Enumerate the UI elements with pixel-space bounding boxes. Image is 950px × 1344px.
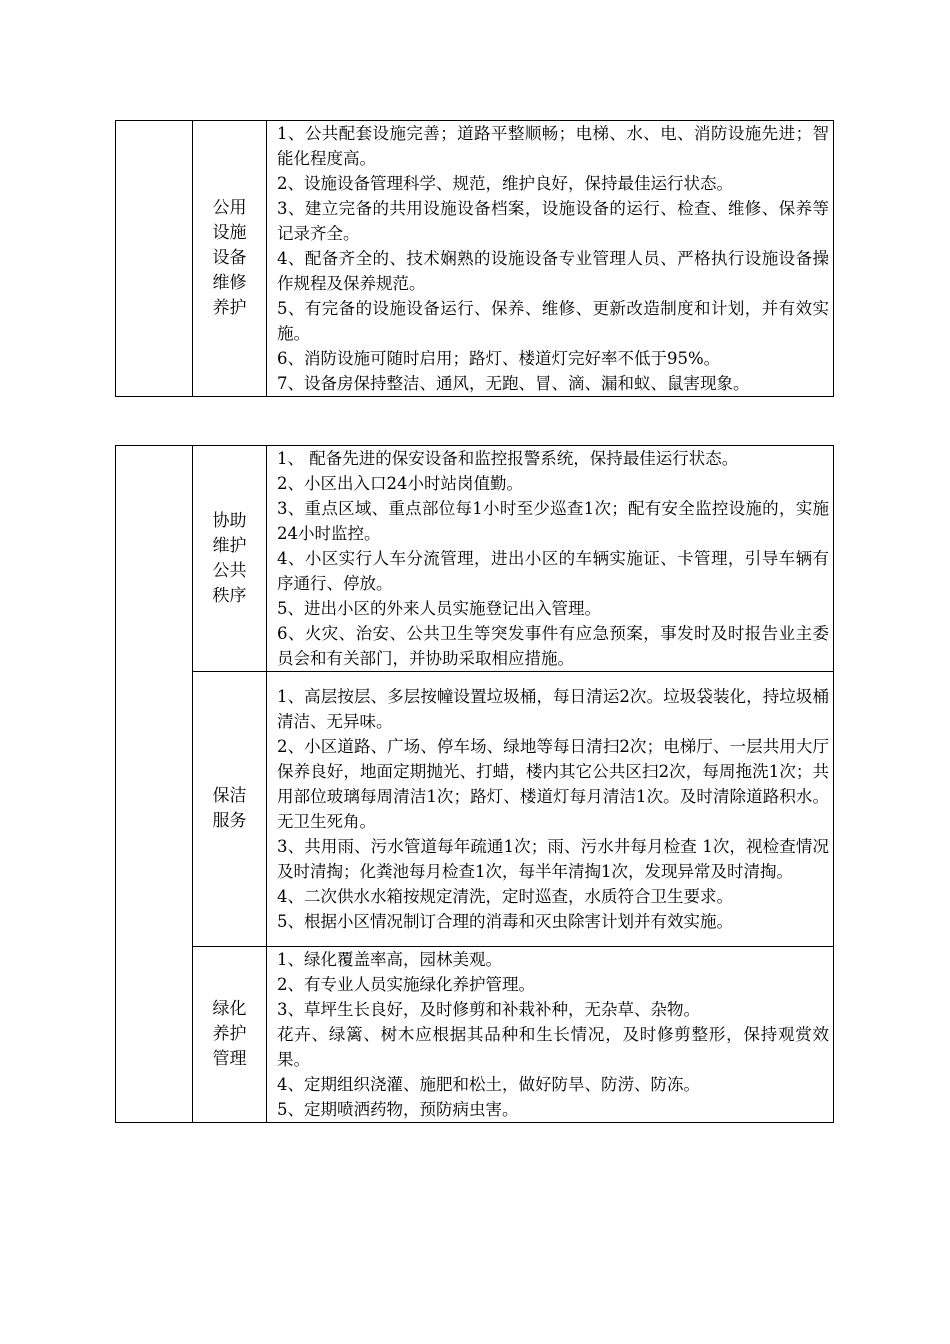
requirements-cell [267,121,834,397]
requirement-item: 花卉、绿篱、树木应根据其品种和生长情况，及时修剪整形，保持观赏效果。 [277,1025,829,1069]
requirement-item: 4、二次供水水箱按规定清洗，定时巡查，水质符合卫生要求。 [277,887,733,906]
category-label: 绿化 [212,999,247,1019]
category-label: 秩序 [212,585,247,606]
category-label: 维护 [212,535,247,556]
requirement-item: 2、有专业人员实施绿化养护管理。 [277,975,535,994]
requirement-item: 3、重点区域、重点部位每1小时至少巡查1次；配有安全监控设施的，实施24小时监控。 [277,499,829,543]
table-row [116,446,834,672]
requirement-item: 5、根据小区情况制订合理的消毒和灭虫除害计划并有效实施。 [277,912,733,931]
category-label: 公共 [212,560,247,581]
requirement-item: 6、消防设施可随时启用；路灯、楼道灯完好率不低于95%。 [277,349,721,368]
category-label: 服务 [212,811,247,831]
requirement-item: 1、绿化覆盖率高，园林美观。 [277,950,502,969]
table-row [116,121,834,397]
requirement-item: 3、共用雨、污水管道每年疏通1次；雨、污水井每月检查 1次，视检查情况及时清掏；化粪池每月检查1次，每半年清掏1次，发现异常及时清掏。 [277,837,829,881]
category-label: 协助 [212,510,247,531]
requirement-item: 1、公共配套设施完善；道路平整顺畅；电梯、水、电、消防设施先进；智能化程度高。 [277,124,829,168]
category-label: 设备 [212,248,247,268]
requirements-cell [267,446,834,672]
requirement-item: 4、小区实行人车分流管理，进出小区的车辆实施证、卡管理，引导车辆有序通行、停放。 [277,549,829,593]
table-row [116,947,834,1123]
empty-cell [116,446,193,1123]
requirement-item: 1、高层按层、多层按幢设置垃圾桶，每日清运2次。垃圾袋装化，持垃圾桶清洁、无异味。 [277,687,829,731]
category-cell [193,121,267,397]
requirement-item: 4、定期组织浇灌、施肥和松土，做好防旱、防涝、防冻。 [277,1075,700,1094]
category-cell [193,947,267,1123]
requirement-item: 3、建立完备的共用设施设备档案，设施设备的运行、检查、维修、保养等记录齐全。 [277,199,829,243]
requirement-item: 2、小区道路、广场、停车场、绿地等每日清扫2次；电梯厅、一层共用大厅保养良好，地面定期抛光、打蜡，楼内其它公共区扫2次，每周拖洗1次；共用部位玻璃每周清洁1次；路灯、楼道灯每月清洁1次。及时清除道路积水。无卫生死角。 [277,737,829,831]
category-label: 设施 [212,223,247,243]
category-cell [193,446,267,672]
services-table [115,445,834,1123]
facility-maintenance-table [115,120,834,397]
requirement-item: 5、进出小区的外来人员实施登记出入管理。 [277,599,601,618]
category-label: 维修 [212,273,247,293]
requirement-item: 4、配备齐全的、技术娴熟的设施设备专业管理人员、严格执行设施设备操作规程及保养规范。 [277,249,829,293]
requirement-item: 1、 配备先进的保安设备和监控报警系统，保持最佳运行状态。 [277,449,739,468]
requirement-item: 2、设施设备管理科学、规范，维护良好，保持最佳运行状态。 [277,174,733,193]
requirement-item: 2、小区出入口24小时站岗值勤。 [277,474,523,493]
category-label: 管理 [212,1049,247,1069]
requirement-item: 5、定期喷洒药物，预防病虫害。 [277,1100,519,1119]
category-label: 养护 [212,298,247,318]
category-label: 养护 [212,1024,247,1044]
requirement-item: 3、草坪生长良好，及时修剪和补栽补种，无杂草、杂物。 [277,1000,700,1019]
requirements-cell [267,947,834,1123]
requirement-item: 5、有完备的设施设备运行、保养、维修、更新改造制度和计划，并有效实施。 [277,299,829,343]
category-label: 公用 [212,198,247,218]
requirement-item: 7、设备房保持整洁、通风，无跑、冒、滴、漏和蚁、鼠害现象。 [277,374,750,393]
requirement-item: 6、火灾、治安、公共卫生等突发事件有应急预案，事发时及时报告业主委员会和有关部门，并协助采取相应措施。 [277,624,829,668]
requirements-cell [267,672,834,947]
category-cell [193,672,267,947]
empty-cell [116,121,193,397]
table-row [116,672,834,947]
category-label: 保洁 [212,786,247,806]
